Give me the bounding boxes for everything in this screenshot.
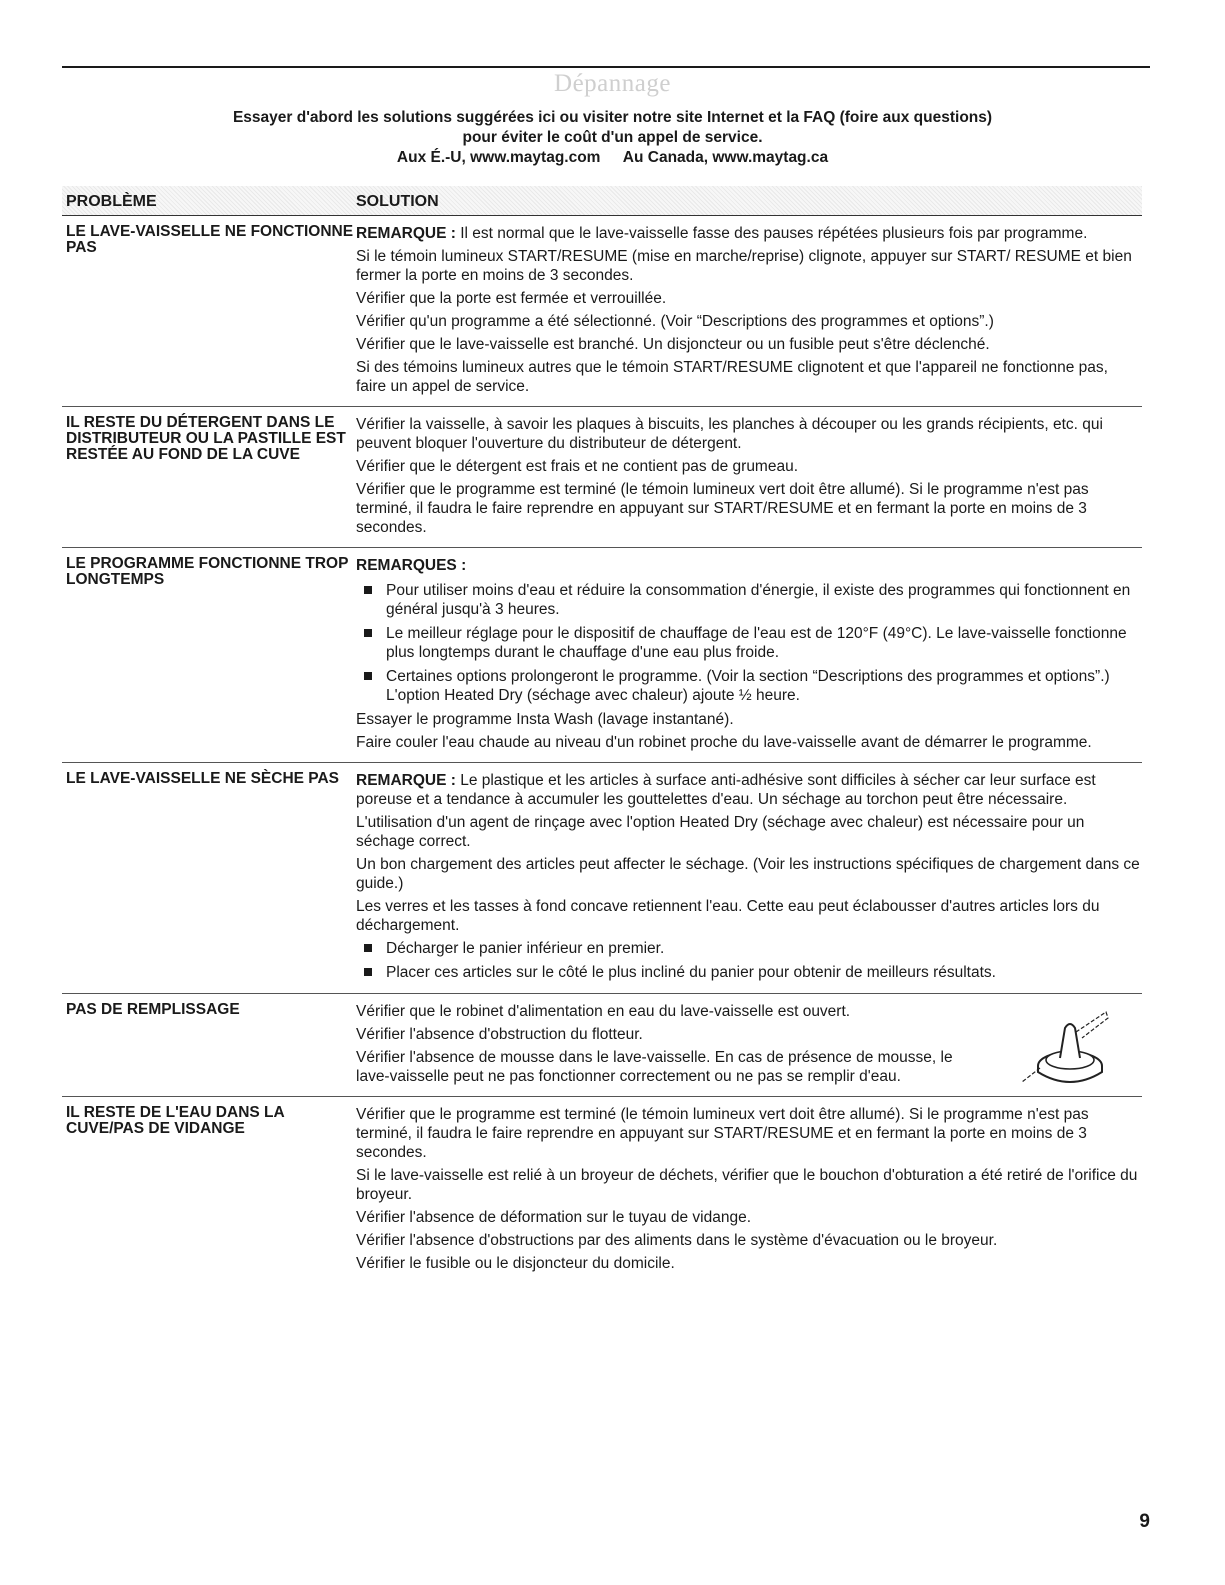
header-problem: PROBLÈME — [66, 193, 157, 210]
problem-cell: LE LAVE-VAISSELLE NE SÈCHE PAS — [66, 770, 340, 787]
bullet-item — [356, 667, 1142, 705]
bullet-text: Décharger le panier inférieur en premier. — [386, 940, 665, 957]
solution-item: Vérifier que le lave-vaisselle est branché. Un disjoncteur ou un fusible peut s'être déclenché. — [356, 336, 990, 353]
solution-cell — [356, 556, 1142, 756]
url-us: Aux É.-U, www.maytag.com — [396, 149, 601, 166]
table-row — [62, 994, 1142, 1097]
solution-item: Vérifier qu'un programme a été sélectionné. (Voir “Descriptions des programmes et options”.) — [356, 313, 994, 330]
bullet-text: Placer ces articles sur le côté le plus incliné du panier pour obtenir de meilleurs résultats. — [386, 964, 996, 981]
remark-label: REMARQUE : — [356, 225, 456, 242]
solution-item: Vérifier que le programme est terminé (le témoin lumineux vert doit être allumé). Si le programme n'est pas terminé, il faudra le faire reprendre en appuyant sur START/RESUME et en fermant la porte en moins de 3 secondes. — [356, 481, 1089, 536]
solution-item: Vérifier la vaisselle, à savoir les plaques à biscuits, les planches à découper ou les grands récipients, etc. qui peuvent bloquer l'ouverture du distributeur de détergent. — [356, 416, 1103, 452]
remark — [356, 224, 1142, 243]
bullet-list — [356, 581, 1142, 705]
problem-cell: IL RESTE DE L'EAU DANS LA CUVE/PAS DE VIDANGE — [66, 1104, 285, 1137]
solution-item: Vérifier l'absence de mousse dans le lave-vaisselle. En cas de présence de mousse, le lave-vaisselle peut ne pas fonctionner correctement ou ne pas se remplir d'eau. — [356, 1049, 953, 1085]
bullet-square-icon — [364, 968, 372, 976]
solution-item: Si le témoin lumineux START/RESUME (mise en marche/reprise) clignote, appuyer sur START/ RESUME et bien fermer la porte en moins de 3 secondes. — [356, 248, 1132, 284]
bullet-text: Pour utiliser moins d'eau et réduire la consommation d'énergie, il existe des programmes qui fonctionnent en général jusqu'à 3 heures. — [386, 582, 1131, 618]
bullet-square-icon — [364, 672, 372, 680]
solution-item: L'utilisation d'un agent de rinçage avec l'option Heated Dry (séchage avec chaleur) est nécessaire pour un séchage correct. — [356, 814, 1085, 850]
solution-item: Vérifier l'absence d'obstruction du flotteur. — [356, 1026, 643, 1043]
float-illustration-icon — [1010, 1008, 1120, 1088]
intro-line-1: Essayer d'abord les solutions suggérées ici ou visiter notre site Internet et la FAQ (foire aux questions) — [232, 109, 993, 126]
solution-cell — [356, 1002, 1142, 1090]
bullet-list — [356, 939, 1142, 982]
intro-block — [0, 108, 1225, 168]
solution-item: Vérifier que le programme est terminé (le témoin lumineux vert doit être allumé). Si le programme n'est pas terminé, il faudra le faire reprendre en appuyant sur START/RESUME et en fermant la porte en moins de 3 secondes. — [356, 1106, 1089, 1161]
solution-item: Vérifier que la porte est fermée et verrouillée. — [356, 290, 667, 307]
problem-cell: LE PROGRAMME FONCTIONNE TROP LONGTEMPS — [66, 555, 349, 588]
table-header — [62, 186, 1142, 216]
solution-cell — [356, 224, 1142, 400]
bullet-text: Le meilleur réglage pour le dispositif de chauffage de l'eau est de 120°F (49°C). Le lave-vaisselle fonctionne plus longtemps durant le chauffage d'une eau plus froide. — [386, 625, 1127, 661]
solution-cell — [356, 771, 1142, 987]
solution-cell — [356, 1105, 1142, 1277]
solution-item: Faire couler l'eau chaude au niveau d'un robinet proche du lave-vaisselle avant de démarrer le programme. — [356, 734, 1092, 751]
solution-cell — [356, 415, 1142, 541]
page-number: 9 — [1139, 1511, 1150, 1532]
url-ca: Au Canada, www.maytag.ca — [622, 149, 829, 166]
solution-item: Si des témoins lumineux autres que le témoin START/RESUME clignotent et que l'appareil ne fonctionne pas, faire un appel de service. — [356, 359, 1108, 395]
problem-cell: IL RESTE DU DÉTERGENT DANS LE DISTRIBUTEUR OU LA PASTILLE EST RESTÉE AU FOND DE LA CUVE — [66, 414, 346, 463]
table-row — [62, 763, 1142, 994]
solution-item: Vérifier l'absence de déformation sur le tuyau de vidange. — [356, 1209, 752, 1226]
troubleshooting-table — [62, 216, 1142, 1283]
table-row — [62, 1097, 1142, 1283]
problem-cell: LE LAVE-VAISSELLE NE FONCTIONNE PAS — [66, 223, 354, 256]
bullet-square-icon — [364, 629, 372, 637]
solution-item: Essayer le programme Insta Wash (lavage instantané). — [356, 711, 734, 728]
solution-item: Un bon chargement des articles peut affecter le séchage. (Voir les instructions spécifiques de chargement dans ce guide.) — [356, 856, 1140, 892]
solution-item: Les verres et les tasses à fond concave retiennent l'eau. Cette eau peut éclabousser d'autres articles lors du déchargement. — [356, 898, 1100, 934]
solution-item: Vérifier l'absence d'obstructions par des aliments dans le système d'évacuation ou le broyeur. — [356, 1232, 998, 1249]
bullet-item — [356, 963, 1142, 982]
table-row — [62, 407, 1142, 548]
solution-item: Vérifier le fusible ou le disjoncteur du domicile. — [356, 1255, 675, 1272]
page-title: Dépannage — [554, 70, 671, 97]
intro-line-2: pour éviter le coût d'un appel de service. — [462, 129, 763, 146]
remark-text: Le plastique et les articles à surface anti-adhésive sont difficiles à sécher car leur surface est poreuse et a tendance à accumuler les gouttelettes d'eau. Un séchage au torchon peut être nécessaire. — [356, 772, 1096, 808]
remark-label: REMARQUE : — [356, 772, 456, 789]
problem-cell: PAS DE REMPLISSAGE — [66, 1001, 240, 1018]
bullet-text: Certaines options prolongeront le programme. (Voir la section “Descriptions des programmes et options”.) L'option Heated Dry (séchage avec chaleur) ajoute ½ heure. — [386, 668, 1110, 704]
bullet-item — [356, 581, 1142, 619]
top-rule — [62, 66, 1150, 68]
bullet-square-icon — [364, 944, 372, 952]
header-solution: SOLUTION — [356, 193, 439, 210]
fill-text — [356, 1002, 966, 1086]
bullet-item — [356, 624, 1142, 662]
table-row — [62, 548, 1142, 763]
bullet-item — [356, 939, 1142, 958]
solution-item: Si le lave-vaisselle est relié à un broyeur de déchets, vérifier que le bouchon d'obturation a été retiré de l'orifice du broyeur. — [356, 1167, 1138, 1203]
solution-item: Vérifier que le détergent est frais et ne contient pas de grumeau. — [356, 458, 799, 475]
table-row — [62, 216, 1142, 407]
remarks-label: REMARQUES : — [356, 557, 467, 574]
remark-text: Il est normal que le lave-vaisselle fasse des pauses répétées plusieurs fois par programme. — [455, 225, 1088, 242]
solution-item: Vérifier que le robinet d'alimentation en eau du lave-vaisselle est ouvert. — [356, 1003, 851, 1020]
bullet-square-icon — [364, 586, 372, 594]
intro-urls — [0, 148, 1225, 168]
remark — [356, 771, 1142, 809]
